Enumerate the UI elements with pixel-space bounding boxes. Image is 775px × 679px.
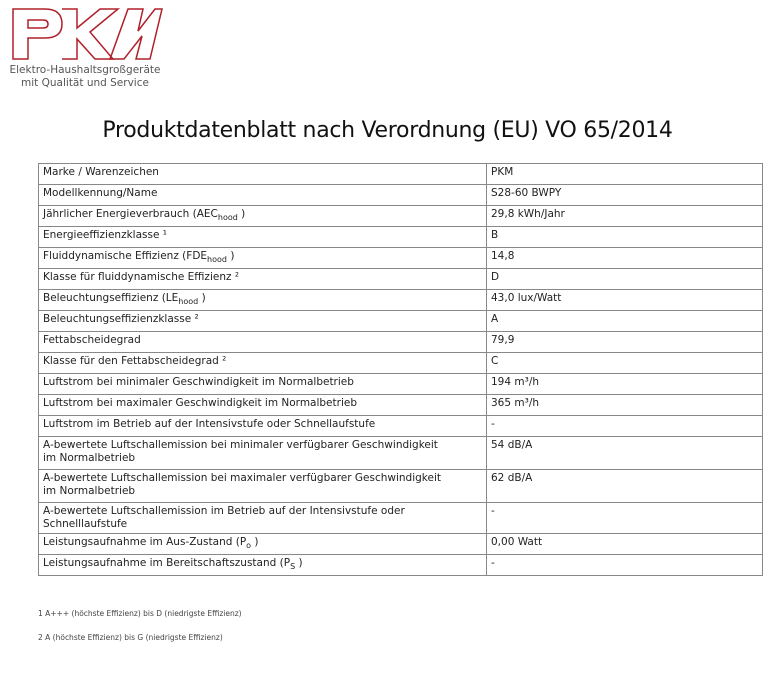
label-subscript: hood: [217, 213, 238, 223]
label-text-line2: im Normalbetrieb: [43, 452, 136, 465]
row-label: [39, 534, 487, 555]
row-label: [39, 227, 487, 248]
label-subscript: o: [246, 541, 252, 551]
row-value: 79,9: [487, 332, 763, 353]
row-label: [39, 353, 487, 374]
row-value: 365 m³/h: [487, 395, 763, 416]
footnote-2: 2 A (höchste Effizienz) bis G (niedrigste Effizienz): [38, 633, 223, 642]
label-text: Beleuchtungseffizienz (LE: [43, 292, 179, 305]
table-row: [39, 534, 763, 555]
row-value: S28-60 BWPY: [487, 185, 763, 206]
pkm-logo-mark: [10, 6, 165, 62]
table-row: [39, 164, 763, 185]
product-data-table: [38, 163, 763, 576]
row-value: 194 m³/h: [487, 374, 763, 395]
row-label: [39, 374, 487, 395]
row-value: D: [487, 269, 763, 290]
table-row: [39, 332, 763, 353]
row-value: 29,8 kWh/Jahr: [487, 206, 763, 227]
table-row: [39, 206, 763, 227]
row-label: [39, 248, 487, 269]
table-row: [39, 416, 763, 437]
row-value: 0,00 Watt: [487, 534, 763, 555]
table-row: [39, 290, 763, 311]
row-label: [39, 416, 487, 437]
logo-tagline-1: Elektro-Haushaltsgroßgeräte: [9, 64, 161, 76]
label-text: Modellkennung/Name: [43, 187, 158, 199]
label-text: Luftstrom bei maximaler Geschwindigkeit im Normalbetrieb: [43, 397, 357, 410]
row-label: [39, 185, 487, 206]
row-value: -: [487, 503, 763, 534]
row-value: B: [487, 227, 763, 248]
table-row: [39, 374, 763, 395]
label-text-line2: im Normalbetrieb: [43, 485, 136, 498]
label-text: A-bewertete Luftschallemission im Betrieb auf der Intensivstufe oder Schnelllaufstufe: [43, 505, 405, 531]
footnote-1: 1 A+++ (höchste Effizienz) bis D (niedrigste Effizienz): [38, 609, 242, 618]
label-suffix: ): [298, 557, 303, 570]
row-value: -: [487, 555, 763, 576]
table-row: [39, 353, 763, 374]
label-text: A-bewertete Luftschallemission bei minimaler verfügbarer Geschwindigkeit: [43, 439, 438, 452]
row-label: [39, 290, 487, 311]
label-text: Energieeffizienzklasse ¹: [43, 229, 167, 242]
label-suffix: ): [254, 536, 259, 549]
row-value: 62 dB/A: [487, 470, 763, 503]
row-label: [39, 206, 487, 227]
label-text: Fluiddynamische Effizienz (FDE: [43, 250, 208, 263]
label-text: Fettabscheidegrad: [43, 334, 141, 347]
label-suffix: ): [201, 292, 206, 305]
row-value: -: [487, 416, 763, 437]
row-label: [39, 311, 487, 332]
label-subscript: S: [290, 562, 296, 572]
logo-tagline-2: mit Qualität und Service: [21, 77, 149, 89]
row-value: PKM: [487, 164, 763, 185]
row-label: [39, 164, 487, 185]
table-row: [39, 269, 763, 290]
table-row: [39, 395, 763, 416]
table-row: [39, 470, 763, 503]
table-row: [39, 248, 763, 269]
row-label: [39, 395, 487, 416]
row-label: [39, 470, 487, 503]
label-text: Jährlicher Energieverbrauch (AEC: [43, 208, 218, 220]
table-row: [39, 185, 763, 206]
row-label: [39, 269, 487, 290]
row-label: [39, 555, 487, 576]
table-row: [39, 555, 763, 576]
row-value: C: [487, 353, 763, 374]
label-subscript: hood: [178, 297, 199, 307]
row-value: 43,0 lux/Watt: [487, 290, 763, 311]
table-row: [39, 227, 763, 248]
row-value: A: [487, 311, 763, 332]
label-text: Klasse für den Fettabscheidegrad ²: [43, 355, 227, 368]
pkm-logo: [10, 6, 165, 92]
label-text: Klasse für fluiddynamische Effizienz ²: [43, 271, 240, 284]
row-value: 54 dB/A: [487, 437, 763, 470]
table-row: [39, 311, 763, 332]
label-text: Luftstrom bei minimaler Geschwindigkeit im Normalbetrieb: [43, 376, 354, 389]
label-text: Marke / Warenzeichen: [43, 166, 159, 178]
label-text: A-bewertete Luftschallemission bei maximaler verfügbarer Geschwindigkeit: [43, 472, 441, 485]
row-label: [39, 437, 487, 470]
table-row: [39, 503, 763, 534]
row-label: [39, 332, 487, 353]
label-text: Leistungsaufnahme im Aus-Zustand (P: [43, 536, 247, 549]
label-suffix: ): [241, 208, 246, 220]
row-label: [39, 503, 487, 534]
label-text: Luftstrom im Betrieb auf der Intensivstufe oder Schnellaufstufe: [43, 418, 376, 431]
label-text: Beleuchtungseffizienzklasse ²: [43, 313, 199, 326]
page-title: Produktdatenblatt nach Verordnung (EU) VO 65/2014: [102, 118, 673, 143]
label-text: Leistungsaufnahme im Bereitschaftszustand (P: [43, 557, 291, 570]
label-suffix: ): [230, 250, 235, 263]
row-value: 14,8: [487, 248, 763, 269]
label-subscript: hood: [207, 255, 227, 265]
table-row: [39, 437, 763, 470]
